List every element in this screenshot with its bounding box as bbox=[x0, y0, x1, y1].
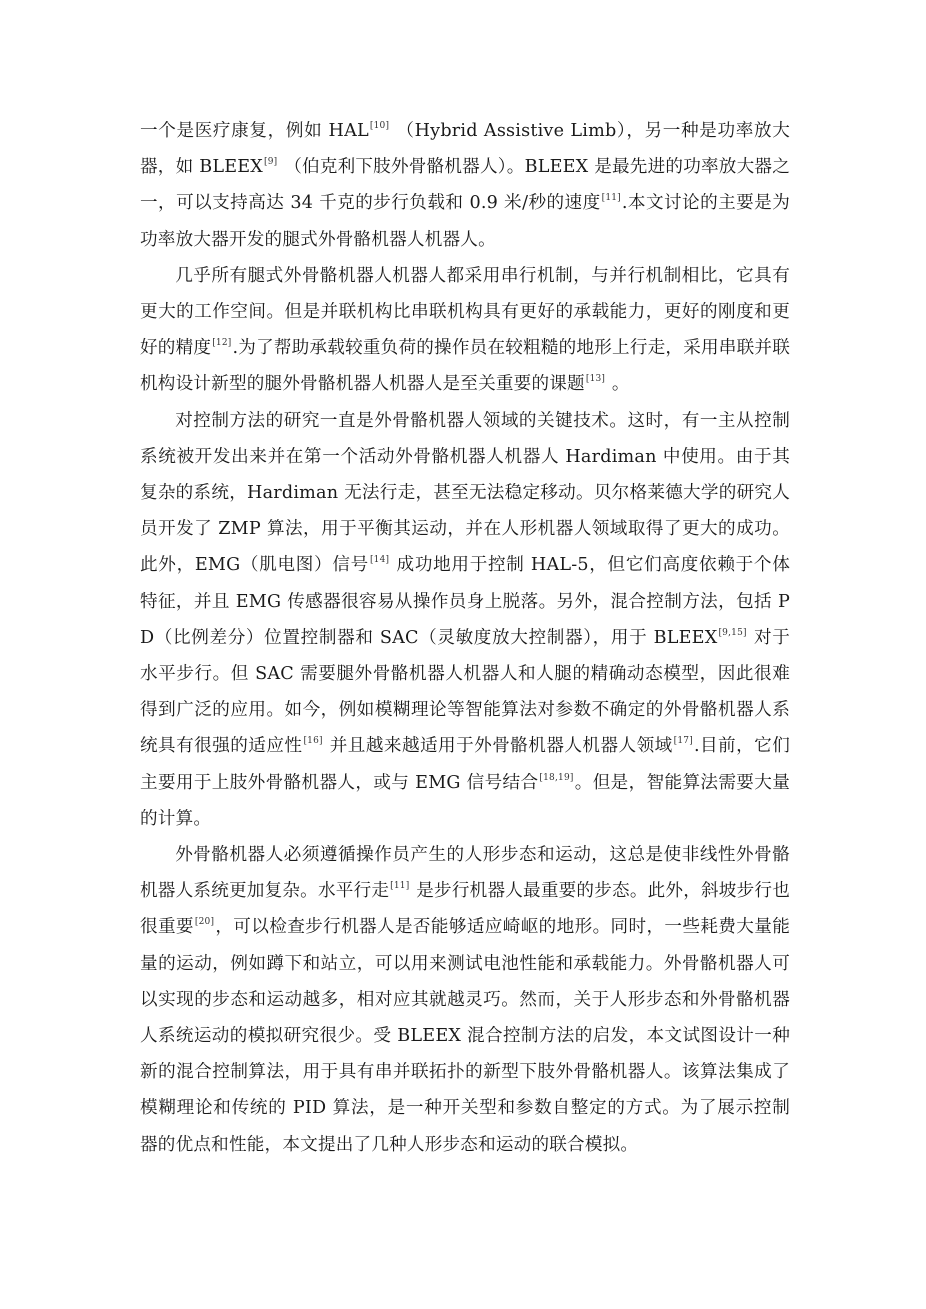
body-text bbox=[140, 113, 790, 1163]
text-segment: 外骨骼机器人必须遵循操作员产生的人形步态和运动，这总是使非线性外骨骼机器人系统更加复杂。水平行走 bbox=[140, 845, 790, 902]
text-segment: ，可以检查步行机器人是否能够适应崎岖的地形。同时，一些耗费大量能量的运动，例如蹲下和站立，可以用来测试电池性能和承载能力。外骨骼机器人可以实现的步态和运动越多，相对应其就越灵巧。然而，关于人形步态和外骨骼机器人系统运动的模拟研究很少。受 BLEEX 混合控制方法的启发，本文试图设计一种新的混合控制算法，用于具有串并联拓扑的新型下肢外骨骼机器人。该算法集成了模糊理论和传统的 PID 算法，是一种开关型和参数自整定的方式。为了展示控制器的优点和性能，本文提出了几种人形步态和运动的联合模拟。 bbox=[140, 917, 790, 1155]
text-segment: 。 bbox=[606, 374, 630, 395]
citation-ref: [20] bbox=[194, 917, 215, 928]
text-segment: （伯克利下肢外骨骼机器人）。BLEEX 是最先进的功率放大器之一，可以支持高达 34 千克的步行负载和 0.9 米/秒的速度 bbox=[140, 157, 790, 214]
paragraph-2 bbox=[140, 258, 790, 403]
text-segment: 对于水平步行。但 SAC 需要腿外骨骼机器人机器人和人腿的精确动态模型，因此很难得到广泛的应用。如今，例如模糊理论等智能算法对参数不确定的外骨骼机器人系统具有很强的适应性 bbox=[140, 627, 790, 757]
citation-ref: [17] bbox=[673, 736, 693, 747]
text-segment: .为了帮助承载较重负荷的操作员在较粗糙的地形上行走，采用串联并联机构设计新型的腿外骨骼机器人机器人是至关重要的课题 bbox=[140, 338, 790, 395]
text-segment: .本文讨论的主要是为功率放大器开发的腿式外骨骼机器人机器人。 bbox=[140, 193, 790, 250]
citation-ref: [18,19] bbox=[539, 772, 574, 783]
text-segment: 一个是医疗康复，例如 HAL bbox=[140, 121, 369, 141]
paragraph-4 bbox=[140, 837, 790, 1163]
citation-ref: [13] bbox=[585, 374, 606, 385]
text-segment: 几乎所有腿式外骨骼机器人机器人都采用串行机制，与并行机制相比，它具有更大的工作空间。但是并联机构比串联机构具有更好的承载能力，更好的刚度和更好的精度 bbox=[140, 265, 790, 359]
paragraph-3 bbox=[140, 403, 790, 837]
citation-ref: [11] bbox=[601, 193, 621, 204]
text-segment: 并且越来越适用于外骨骼机器人机器人领域 bbox=[323, 736, 673, 757]
citation-ref: [9,15] bbox=[718, 627, 747, 638]
citation-ref: [10] bbox=[369, 121, 390, 131]
citation-ref: [16] bbox=[303, 736, 323, 747]
text-segment: 。但是，智能算法需要大量的计算。 bbox=[140, 772, 790, 829]
citation-ref: [14] bbox=[369, 555, 390, 566]
text-segment: （Hybrid Assistive Limb），另一种是功率放大器，如 BLEEX bbox=[140, 121, 790, 178]
text-segment: .目前，它们主要用于上肢外骨骼机器人，或与 EMG 信号结合 bbox=[140, 736, 790, 793]
text-segment: 对控制方法的研究一直是外骨骼机器人领域的关键技术。这时，有一主从控制系统被开发出来并在第一个活动外骨骼机器人机器人 Hardiman 中使用。由于其复杂的系统，Hardiman 无法行走，甚至无法稳定移动。贝尔格莱德大学的研究人员开发了 ZMP 算法，用于平衡其运动，并在人形机器人领域取得了更大的成功。此外，EMG（肌电图）信号 bbox=[140, 410, 790, 576]
text-segment: 是步行机器人最重要的步态。此外，斜坡步行也很重要 bbox=[140, 881, 790, 938]
citation-ref: [9] bbox=[264, 157, 278, 168]
text-segment: 成功地用于控制 HAL-5，但它们高度依赖于个体特征，并且 EMG 传感器很容易从操作员身上脱落。另外，混合控制方法，包括 PD（比例差分）位置控制器和 SAC（灵敏度放大控制器），用于 BLEEX bbox=[140, 555, 791, 648]
citation-ref: [12] bbox=[212, 338, 232, 349]
paragraph-1 bbox=[140, 113, 790, 258]
citation-ref: [11] bbox=[390, 881, 410, 892]
